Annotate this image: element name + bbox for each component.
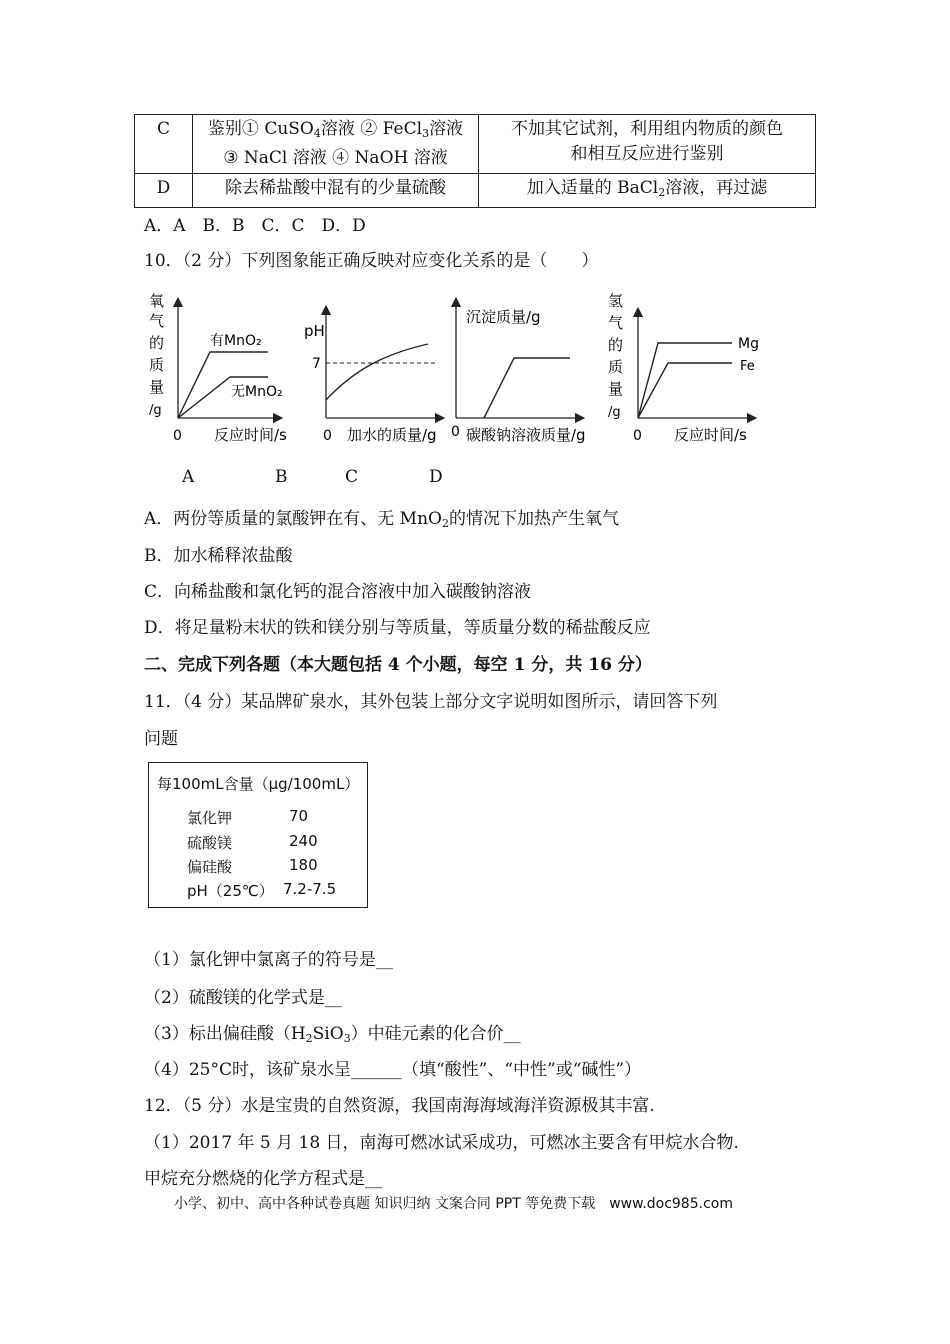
q10-option-a: A．两份等质量的氯酸钾在有、无 MnO$_2$的情况下加热产生氧气 — [144, 509, 619, 530]
q11-stem-line2: 问题 — [144, 729, 178, 749]
y-axis-label: pH — [304, 322, 325, 340]
options-table — [134, 114, 816, 208]
q10-option-d: D．将足量粉末状的铁和镁分别与等质量，等质量分数的稀盐酸反应 — [144, 618, 651, 638]
ph-curve — [326, 344, 428, 400]
q10-graphs — [140, 288, 780, 450]
q12-part1-line2: 甲烷充分燃烧的化学方程式是__ — [144, 1169, 382, 1189]
ingredient-value: 180 — [289, 856, 318, 874]
q11-part2: （2）硫酸镁的化学式是__ — [144, 988, 342, 1008]
row-method: 加入适量的 BaCl$_2$溶液，再过滤 — [479, 174, 816, 208]
axis-label: 质 — [608, 358, 624, 376]
section-heading: 二、完成下列各题（本大题包括 4 个小题，每空 1 分，共 16 分） — [144, 655, 652, 675]
ingredient-name: 偏硅酸 — [187, 858, 233, 876]
row-label: D — [135, 174, 193, 208]
q11-part3: （3）标出偏硅酸$(H_2SiO_3)$中硅元素的化合价__ — [144, 1024, 521, 1045]
origin-label: 0 — [173, 428, 182, 444]
ingredient-name: 氯化钾 — [187, 809, 233, 827]
graph-a — [149, 292, 287, 444]
table-row — [135, 174, 816, 208]
fe-line — [638, 363, 732, 418]
x-axis-label: 反应时间/s — [674, 426, 747, 444]
graph-letter: B — [275, 467, 288, 487]
x-axis-label: 反应时间/s — [214, 426, 287, 444]
q11-part4: （4）25°C时，该矿泉水呈______（填“酸性”、“中性”或“碱性”） — [144, 1060, 642, 1080]
q10-option-b: B．加水稀释浓盐酸 — [144, 546, 293, 566]
axis-label: 的 — [149, 334, 165, 352]
series-label: Mg — [738, 336, 759, 352]
origin-label: 0 — [633, 428, 642, 444]
series-label: 有MnO₂ — [210, 333, 262, 349]
axis-label: 的 — [608, 336, 624, 354]
row-method: 不加其它试剂，利用组内物质的颜色 和相互反应进行鉴别 — [479, 115, 816, 174]
graph-b — [304, 310, 440, 444]
row-description: 除去稀盐酸中混有的少量硫酸 — [193, 174, 479, 208]
q12-part1-line1: （1）2017 年 5 月 18 日，南海可燃冰试采成功，可燃冰主要含有甲烷水合物. — [144, 1133, 739, 1153]
label-title: 每100mL含量（μg/100mL） — [157, 775, 360, 793]
x-axis-label: 碳酸钠溶液质量/g — [466, 426, 586, 444]
graph-letter: C — [345, 467, 359, 487]
axis-label: 氢 — [608, 292, 624, 310]
axis-label: 质 — [149, 356, 165, 374]
series-label: Fe — [740, 359, 755, 374]
q9-options: A．A B．B C．C D．D — [144, 216, 366, 236]
y-axis-label: 沉淀质量/g — [466, 308, 541, 326]
origin-label: 0 — [451, 424, 460, 440]
q12-stem: 12．（5 分）水是宝贵的自然资源，我国南海海域海洋资源极其丰富. — [144, 1096, 655, 1116]
ingredient-value: 240 — [289, 832, 318, 850]
origin-label: 0 — [323, 428, 332, 444]
row-label: C — [135, 115, 193, 174]
series-label: 无MnO₂ — [231, 384, 283, 400]
q11-stem-line1: 11．（4 分）某品牌矿泉水，其外包装上部分文字说明如图所示，请回答下列 — [144, 692, 718, 712]
axis-label: 气 — [608, 314, 624, 332]
ingredient-name: pH（25℃） — [187, 882, 274, 900]
page-footer: 小学、初中、高中各种试卷真题 知识归纳 文案合同 PPT 等免费下载 www.doc985.com — [174, 1196, 733, 1212]
axis-label: /g — [149, 403, 162, 418]
mg-line — [638, 343, 732, 418]
axis-label: 氧 — [149, 292, 165, 310]
q11-part1: （1）氯化钾中氯离子的符号是__ — [144, 950, 393, 970]
ingredient-value: 70 — [289, 807, 309, 825]
graph-d — [608, 292, 759, 444]
q10-option-c: C．向稀盐酸和氯化钙的混合溶液中加入碳酸钠溶液 — [144, 582, 532, 602]
axis-label: /g — [608, 405, 621, 420]
graph-c — [451, 302, 586, 444]
q10-stem: 10．（2 分）下列图象能正确反映对应变化关系的是（ ） — [144, 251, 599, 271]
axis-label: 量 — [608, 380, 624, 398]
x-axis-label: 加水的质量/g — [347, 426, 437, 444]
axis-label: 量 — [149, 378, 165, 396]
table-row — [135, 115, 816, 174]
axis-label: 气 — [149, 312, 165, 330]
ingredient-value: 7.2-7.5 — [283, 880, 337, 898]
tick-label: 7 — [312, 356, 321, 372]
ingredient-name: 硫酸镁 — [187, 834, 233, 852]
graph-letter: D — [429, 467, 443, 487]
precipitate-line — [484, 358, 570, 418]
graph-letter: A — [182, 467, 195, 487]
mineral-water-label — [148, 762, 368, 908]
row-description: 鉴别① CuSO$_4$溶液 ② FeCl$_3$溶液 ③ NaCl 溶液 ④ NaOH 溶液 — [193, 115, 479, 174]
